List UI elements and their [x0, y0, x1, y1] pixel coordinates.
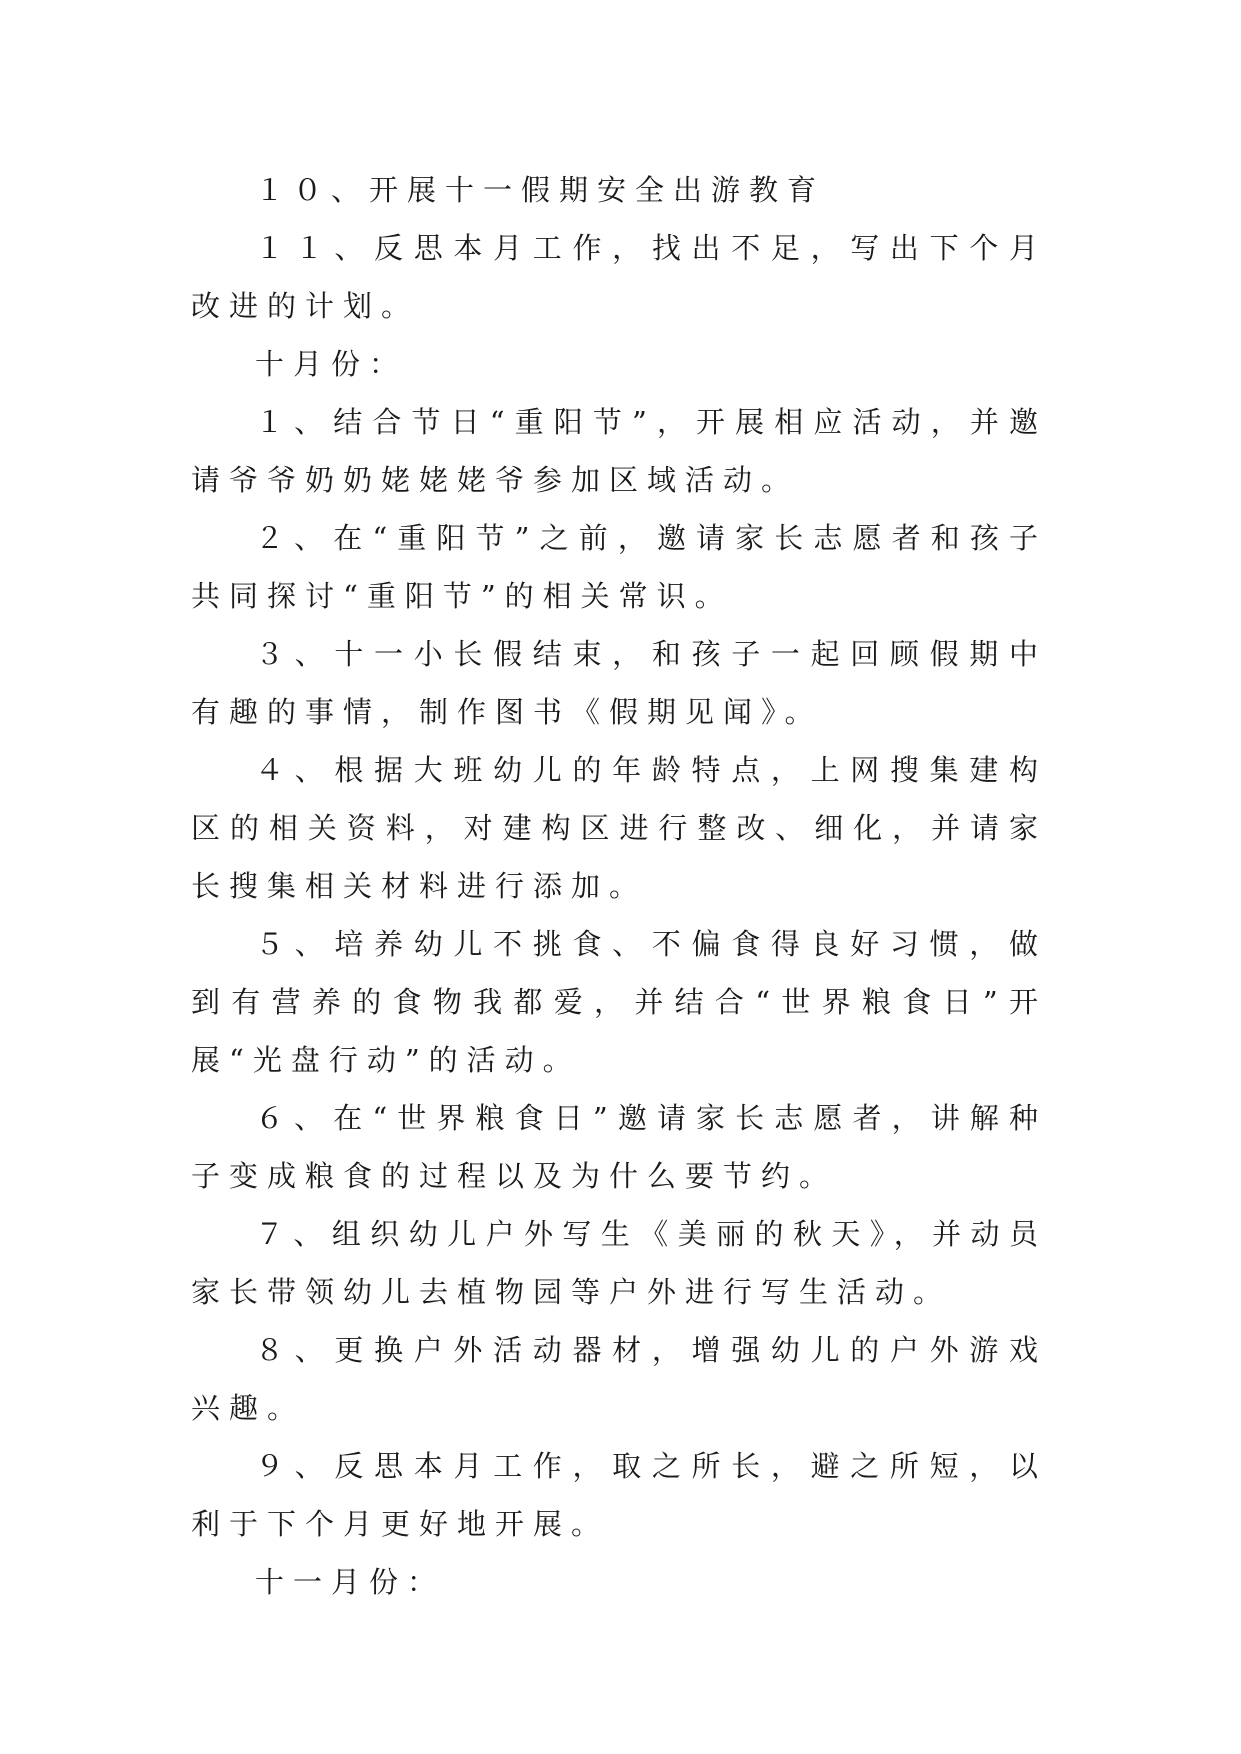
section-heading-november: 十一月份： [255, 1565, 446, 1599]
paragraph-item-6: ６、在“世界粮食日”邀请家长志愿者，讲解种子变成粮食的过程以及为什么要节约。 [191, 1101, 1047, 1193]
section-heading-october: 十月份： [255, 347, 408, 381]
paragraph-item-5: ５、培养幼儿不挑食、不偏食得良好习惯，做到有营养的食物我都爱，并结合“世界粮食日”开展“光盘行动”的活动。 [191, 927, 1047, 1077]
paragraph-item-11: １１、反思本月工作，找出不足，写出下个月改进的计划。 [191, 231, 1047, 323]
paragraph-item-8: ８、更换户外活动器材，增强幼儿的户外游戏兴趣。 [191, 1333, 1047, 1425]
paragraph-item-10: １０、开展十一假期安全出游教育 [255, 173, 826, 207]
paragraph-item-2: ２、在“重阳节”之前，邀请家长志愿者和孩子共同探讨“重阳节”的相关常识。 [191, 521, 1047, 613]
paragraph-item-9: ９、反思本月工作，取之所长，避之所短，以利于下个月更好地开展。 [191, 1449, 1047, 1541]
paragraph-item-4: ４、根据大班幼儿的年龄特点，上网搜集建构区的相关资料，对建构区进行整改、细化，并请家长搜集相关材料进行添加。 [191, 753, 1047, 903]
paragraph-item-1: １、结合节日“重阳节”，开展相应活动，并邀请爷爷奶奶姥姥姥爷参加区域活动。 [191, 405, 1047, 497]
document-body [191, 161, 1047, 1611]
paragraph-item-7: ７、组织幼儿户外写生《美丽的秋天》，并动员家长带领幼儿去植物园等户外进行写生活动。 [191, 1217, 1047, 1309]
paragraph-item-3: ３、十一小长假结束，和孩子一起回顾假期中有趣的事情，制作图书《假期见闻》。 [191, 637, 1047, 729]
